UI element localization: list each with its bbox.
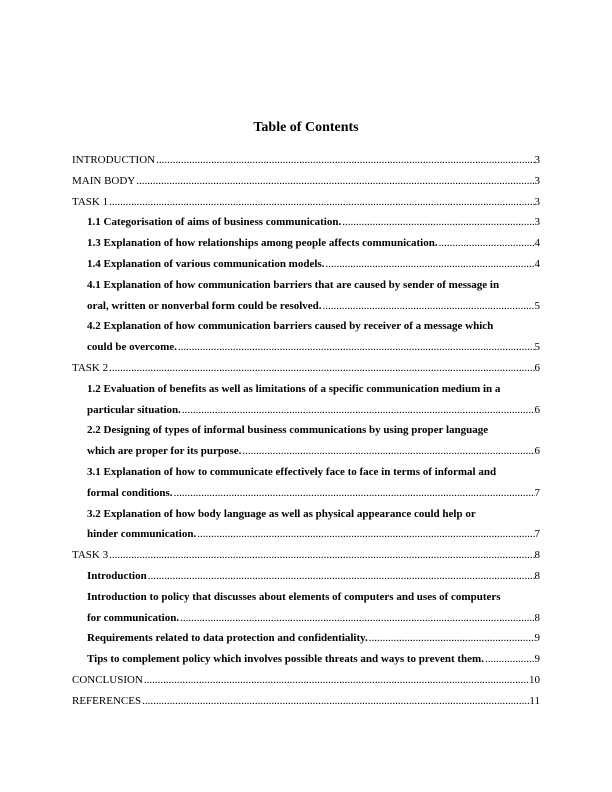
toc-entry-4-2[interactable]: 4.2 Explanation of how communication barriers caused by receiver of a message which could be overcome. ..... 5 — [72, 316, 540, 358]
toc-entry-3-2[interactable]: 3.2 Explanation of how body language as well as physical appearance could help or hinder communication. ..... 7 — [72, 504, 540, 546]
toc-entry-1-3[interactable]: 1.3 Explanation of how relationships among people affects communication. ..... 4 — [72, 233, 540, 254]
toc-entry-computer-policy[interactable]: Introduction to policy that discusses about elements of computers and uses of computers for communication. ..... 8 — [72, 587, 540, 629]
toc-entry-tips-threats[interactable]: Tips to complement policy which involves possible threats and ways to prevent them. ..... 9 — [72, 649, 540, 670]
toc-entry-conclusion[interactable]: CONCLUSION ..... 10 — [72, 670, 540, 691]
toc-entry-main-body[interactable]: MAIN BODY ..... 3 — [72, 171, 540, 192]
toc-entry-3-1[interactable]: 3.1 Explanation of how to communicate effectively face to face in terms of informal and formal conditions. ..... 7 — [72, 462, 540, 504]
toc-entry-references[interactable]: REFERENCES ..... 11 — [72, 691, 540, 712]
page-title: Table of Contents — [253, 120, 359, 135]
toc-entry-1-2[interactable]: 1.2 Evaluation of benefits as well as limitations of a specific communication medium in a particular situation. ..... 6 — [72, 379, 540, 421]
toc-entry-task-3[interactable]: TASK 3 ..... 8 — [72, 545, 540, 566]
toc-entry-task-1[interactable]: TASK 1 ..... 3 — [72, 192, 540, 213]
toc-entry-2-2[interactable]: 2.2 Designing of types of informal business communications by using proper language which are proper for its purpose. ..... 6 — [72, 420, 540, 462]
toc-entry-task3-introduction[interactable]: Introduction ..... 8 — [72, 566, 540, 587]
toc-entry-introduction[interactable]: INTRODUCTION ..... 3 — [72, 150, 540, 171]
toc-entry-4-1[interactable]: 4.1 Explanation of how communication barriers that are caused by sender of message in oral, written or nonverbal form could be resolved. ..... 5 — [72, 275, 540, 317]
table-of-contents — [72, 150, 540, 712]
toc-entry-1-4[interactable]: 1.4 Explanation of various communication models. ..... 4 — [72, 254, 540, 275]
toc-entry-task-2[interactable]: TASK 2 ..... 6 — [72, 358, 540, 379]
toc-entry-data-protection[interactable]: Requirements related to data protection and confidentiality. ..... 9 — [72, 628, 540, 649]
toc-entry-1-1[interactable]: 1.1 Categorisation of aims of business communication. ..... 3 — [72, 212, 540, 233]
